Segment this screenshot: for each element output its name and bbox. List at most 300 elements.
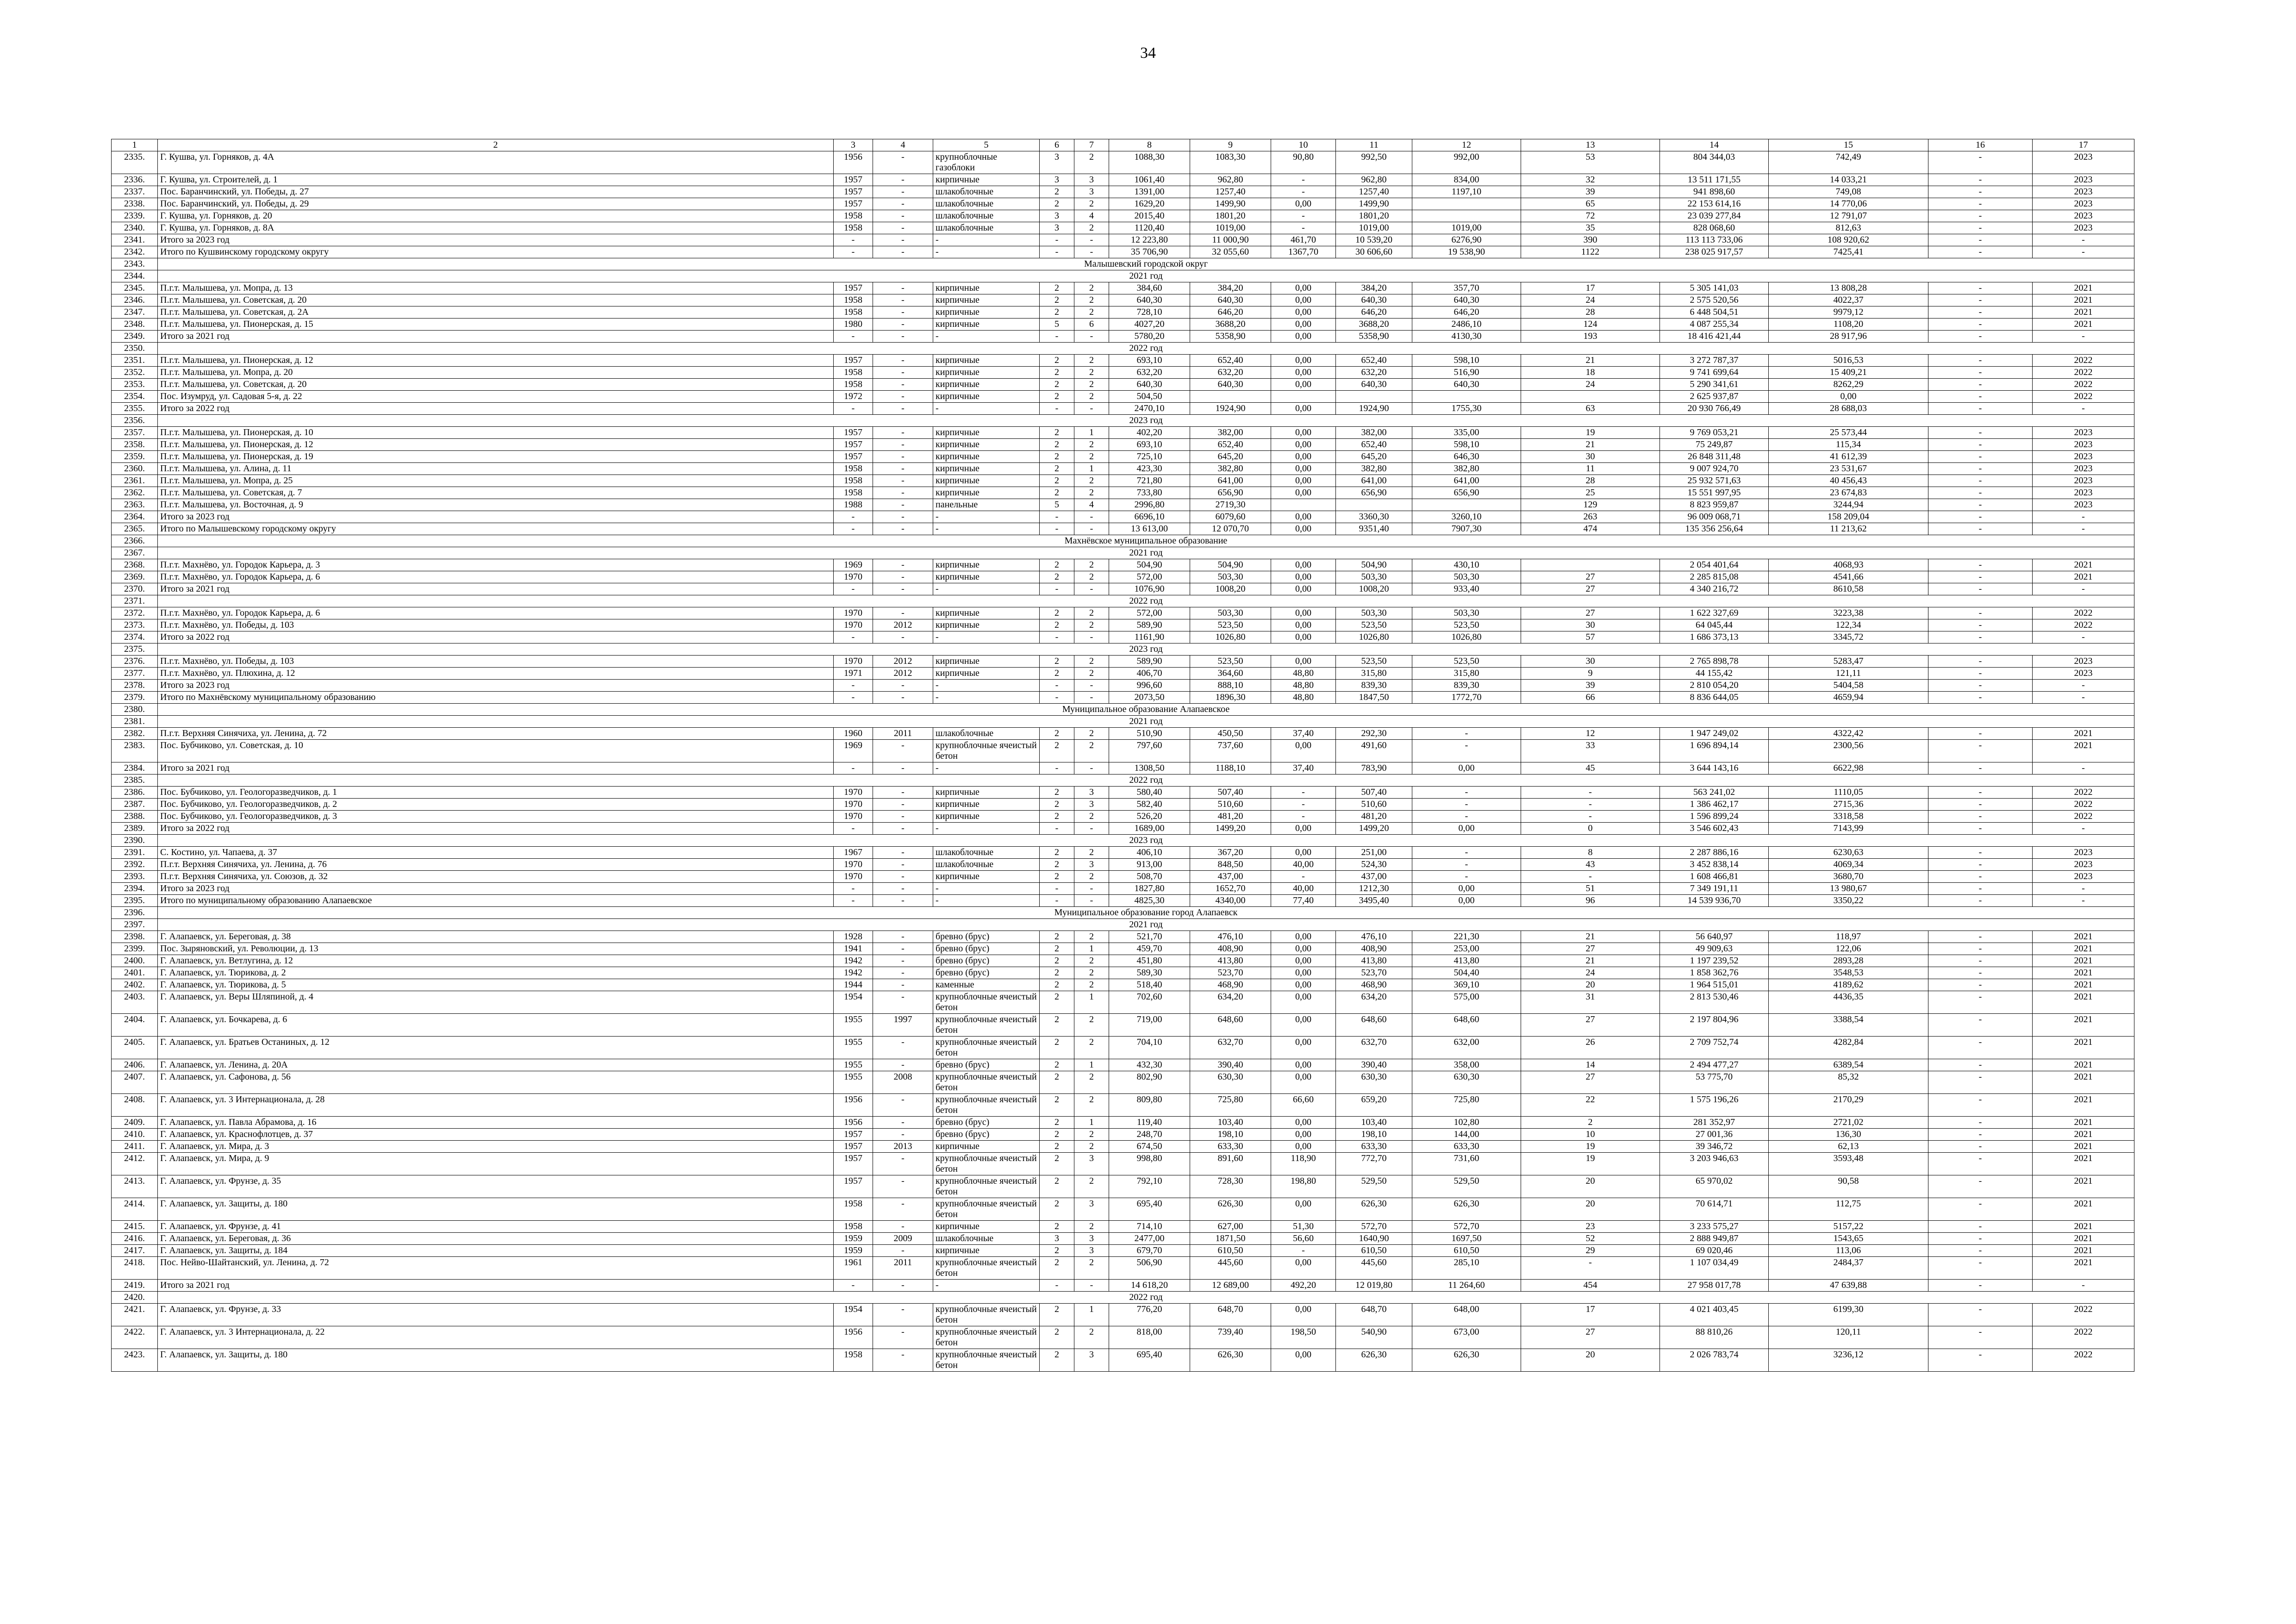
data-cell: - (2033, 523, 2134, 535)
address-cell: Пос. Бубчиково, ул. Геологоразведчиков, д. 1 (158, 787, 834, 799)
address-cell: П.г.т. Махнёво, ул. Победы, д. 103 (158, 619, 834, 631)
data-cell: 728,30 (1190, 1175, 1271, 1198)
data-cell: кирпичные (933, 607, 1040, 619)
data-cell: 4541,66 (1769, 571, 1928, 583)
data-cell: - (1074, 680, 1109, 692)
data-cell: 2 (1074, 1257, 1109, 1280)
data-cell: 582,40 (1109, 799, 1190, 811)
data-cell: 506,90 (1109, 1257, 1190, 1280)
data-cell: - (873, 198, 933, 210)
data-cell: - (1040, 246, 1074, 258)
data-cell: 1957 (834, 186, 873, 198)
address-cell: П.г.т. Малышева, ул. Пионерская, д. 19 (158, 451, 834, 463)
data-cell: - (2033, 823, 2134, 835)
data-cell: 7143,99 (1769, 823, 1928, 835)
data-cell: 818,00 (1109, 1326, 1190, 1349)
table-row (112, 883, 2134, 895)
address-cell: Г. Алапаевск, ул. Краснофлотцев, д. 37 (158, 1129, 834, 1141)
data-cell: 3388,54 (1769, 1014, 1928, 1037)
data-cell: - (1040, 234, 1074, 246)
data-cell: 674,50 (1109, 1141, 1190, 1153)
data-cell: - (1928, 583, 2033, 595)
data-cell: 285,10 (1412, 1257, 1521, 1280)
data-cell: 2008 (873, 1071, 933, 1094)
data-cell: 1958 (834, 379, 873, 391)
data-cell: 2 (1074, 656, 1109, 668)
data-cell: 640,30 (1336, 294, 1412, 306)
data-cell: 4322,42 (1769, 728, 1928, 740)
table-row (112, 931, 2134, 943)
data-cell: 2486,10 (1412, 319, 1521, 331)
data-cell: 39 (1521, 680, 1660, 692)
data-cell: 2022 (2033, 799, 2134, 811)
data-cell: 648,60 (1336, 1014, 1412, 1037)
data-cell: - (1074, 692, 1109, 704)
data-cell: 1257,40 (1190, 186, 1271, 198)
row-number-cell: 2405. (112, 1037, 158, 1059)
data-cell: бревно (брус) (933, 931, 1040, 943)
address-cell: Г. Алапаевск, ул. Береговая, д. 38 (158, 931, 834, 943)
data-cell: - (2033, 331, 2134, 343)
row-number-cell: 2350. (112, 343, 158, 355)
data-cell: 0,00 (1271, 656, 1336, 668)
data-cell: 503,30 (1336, 571, 1412, 583)
table-row (112, 811, 2134, 823)
section-row (112, 343, 2134, 355)
row-number-cell: 2407. (112, 1071, 158, 1094)
data-cell: 1 (1074, 991, 1109, 1014)
row-number-cell: 2378. (112, 680, 158, 692)
data-cell: - (1928, 427, 2033, 439)
data-cell: 103,40 (1336, 1117, 1412, 1129)
data-cell: 2021 (2033, 955, 2134, 967)
table-row (112, 234, 2134, 246)
data-cell: 2021 (2033, 1094, 2134, 1117)
data-cell: 7907,30 (1412, 523, 1521, 535)
data-cell: 238 025 917,57 (1660, 246, 1769, 258)
data-cell: - (873, 439, 933, 451)
data-cell: - (873, 427, 933, 439)
data-cell: 40,00 (1271, 883, 1336, 895)
data-cell: - (1074, 523, 1109, 535)
row-number-cell: 2377. (112, 668, 158, 680)
address-cell: П.г.т. Махнёво, ул. Городок Карьера, д. 3 (158, 559, 834, 571)
table-row (112, 728, 2134, 740)
row-number-cell: 2386. (112, 787, 158, 799)
row-number-cell: 2382. (112, 728, 158, 740)
data-cell: - (873, 799, 933, 811)
table-row (112, 511, 2134, 523)
data-cell: - (873, 355, 933, 367)
data-cell: 2023 (2033, 210, 2134, 222)
data-cell: - (1928, 656, 2033, 668)
data-cell: 5157,22 (1769, 1221, 1928, 1233)
data-cell: 2023 (2033, 427, 2134, 439)
data-cell: 402,20 (1109, 427, 1190, 439)
data-cell: кирпичные (933, 619, 1040, 631)
data-cell: 1971 (834, 668, 873, 680)
data-cell: 1 (1074, 463, 1109, 475)
data-cell: 2023 (2033, 668, 2134, 680)
row-number-cell: 2338. (112, 198, 158, 210)
address-cell: Итого за 2021 год (158, 583, 834, 595)
data-cell: - (873, 1304, 933, 1326)
data-cell: 2022 (2033, 607, 2134, 619)
data-cell: 69 020,46 (1660, 1245, 1769, 1257)
data-cell: 364,60 (1190, 668, 1271, 680)
data-cell: - (1928, 319, 2033, 331)
address-cell: Г. Алапаевск, ул. Фрунзе, д. 41 (158, 1221, 834, 1233)
data-cell: 2 (1040, 1245, 1074, 1257)
data-cell: 503,30 (1190, 607, 1271, 619)
data-cell: - (1928, 859, 2033, 871)
data-cell: шлакоблочные (933, 186, 1040, 198)
data-cell: 2 (1040, 487, 1074, 499)
data-cell: - (1928, 979, 2033, 991)
data-cell: - (873, 210, 933, 222)
data-cell: 1083,30 (1190, 151, 1271, 174)
data-cell: 2996,80 (1109, 499, 1190, 511)
row-number-cell: 2374. (112, 631, 158, 643)
data-cell: 49 909,63 (1660, 943, 1769, 955)
data-cell: 725,80 (1412, 1094, 1521, 1117)
data-cell: 4659,94 (1769, 692, 1928, 704)
data-cell: 839,30 (1336, 680, 1412, 692)
data-cell: 2022 (2033, 379, 2134, 391)
data-cell: 2 (1521, 1117, 1660, 1129)
data-cell: 992,00 (1412, 151, 1521, 174)
data-cell: - (1928, 391, 2033, 403)
data-cell: 1957 (834, 1175, 873, 1198)
table-row (112, 1141, 2134, 1153)
data-cell: 66,60 (1271, 1094, 1336, 1117)
data-cell: - (1928, 306, 2033, 319)
data-cell: - (873, 319, 933, 331)
data-cell: 1 696 894,14 (1660, 740, 1769, 762)
data-cell: 0,00 (1271, 355, 1336, 367)
data-cell: 37,40 (1271, 762, 1336, 775)
data-cell: 25 (1521, 487, 1660, 499)
data-cell: - (1412, 799, 1521, 811)
data-cell: 2021 (2033, 559, 2134, 571)
data-cell: 2022 (2033, 1326, 2134, 1349)
data-cell: 9979,12 (1769, 306, 1928, 319)
table-row (112, 668, 2134, 680)
data-cell: 523,50 (1412, 619, 1521, 631)
data-cell: - (873, 1326, 933, 1349)
data-cell: - (873, 895, 933, 907)
data-cell: 1956 (834, 1094, 873, 1117)
data-cell: 476,10 (1336, 931, 1412, 943)
table-row (112, 391, 2134, 403)
address-cell: Итого за 2023 год (158, 511, 834, 523)
data-cell: 119,40 (1109, 1117, 1190, 1129)
data-cell: 2 (1074, 619, 1109, 631)
address-cell: Итого за 2022 год (158, 631, 834, 643)
data-cell: 848,50 (1190, 859, 1271, 871)
data-cell: 77,40 (1271, 895, 1336, 907)
column-number-cell: 5 (933, 139, 1040, 151)
data-cell: 3593,48 (1769, 1153, 1928, 1175)
data-cell: 0,00 (1271, 487, 1336, 499)
data-cell: 2477,00 (1109, 1233, 1190, 1245)
data-cell: 64 045,44 (1660, 619, 1769, 631)
data-cell: 742,49 (1769, 151, 1928, 174)
data-cell: - (1928, 1153, 2033, 1175)
data-cell: 5 (1040, 499, 1074, 511)
data-cell: 31 (1521, 991, 1660, 1014)
data-cell: 136,30 (1769, 1129, 1928, 1141)
data-cell: - (1928, 463, 2033, 475)
data-cell: - (1074, 246, 1109, 258)
data-cell: 632,20 (1109, 367, 1190, 379)
data-cell: 2023 (2033, 656, 2134, 668)
data-cell: 481,20 (1190, 811, 1271, 823)
data-cell: 2 (1040, 1141, 1074, 1153)
data-cell: 1961 (834, 1257, 873, 1280)
data-cell: 1980 (834, 319, 873, 331)
data-cell: 2 (1074, 451, 1109, 463)
data-cell: 10 539,20 (1336, 234, 1412, 246)
data-cell: 1988 (834, 499, 873, 511)
data-cell: - (2033, 1280, 2134, 1292)
data-cell: 4 021 403,45 (1660, 1304, 1769, 1326)
data-cell: 44 155,42 (1660, 668, 1769, 680)
data-cell: 8610,58 (1769, 583, 1928, 595)
data-cell: 2021 (2033, 1129, 2134, 1141)
data-cell: - (933, 680, 1040, 692)
data-cell: - (1928, 1141, 2033, 1153)
row-number-cell: 2410. (112, 1129, 158, 1141)
data-cell: 2021 (2033, 967, 2134, 979)
data-cell: 2021 (2033, 1037, 2134, 1059)
data-cell: 933,40 (1412, 583, 1521, 595)
data-cell: - (1928, 487, 2033, 499)
data-cell: - (2033, 883, 2134, 895)
address-cell: П.г.т. Верхняя Синячиха, ул. Ленина, д. 76 (158, 859, 834, 871)
data-cell: 1970 (834, 871, 873, 883)
address-cell: П.г.т. Малышева, ул. Советская, д. 2А (158, 306, 834, 319)
data-cell: 6 (1074, 319, 1109, 331)
data-cell: 1960 (834, 728, 873, 740)
data-cell: 450,50 (1190, 728, 1271, 740)
data-cell: 96 (1521, 895, 1660, 907)
data-cell: 5 305 141,03 (1660, 282, 1769, 294)
data-cell: - (1928, 559, 2033, 571)
data-cell: - (1412, 847, 1521, 859)
data-cell (1271, 391, 1336, 403)
data-cell: 5283,47 (1769, 656, 1928, 668)
data-cell: 1772,70 (1412, 692, 1521, 704)
data-cell: 384,20 (1190, 282, 1271, 294)
row-number-cell: 2358. (112, 439, 158, 451)
data-cell: 445,60 (1336, 1257, 1412, 1280)
section-title-cell: 2021 год (158, 919, 2134, 931)
data-cell: - (2033, 234, 2134, 246)
data-cell: - (933, 692, 1040, 704)
data-cell: 3680,70 (1769, 871, 1928, 883)
data-cell: 2021 (2033, 319, 2134, 331)
data-cell: 2021 (2033, 1059, 2134, 1071)
row-number-cell: 2342. (112, 246, 158, 258)
data-cell: 1944 (834, 979, 873, 991)
data-cell: 27 (1521, 571, 1660, 583)
section-title-cell: 2023 год (158, 835, 2134, 847)
data-cell: 1308,50 (1109, 762, 1190, 775)
data-cell: 2023 (2033, 198, 2134, 210)
data-cell: кирпичные (933, 559, 1040, 571)
data-cell: 1941 (834, 943, 873, 955)
data-cell: 6079,60 (1190, 511, 1271, 523)
data-cell: - (873, 1245, 933, 1257)
data-cell: 41 612,39 (1769, 451, 1928, 463)
data-cell: 1640,90 (1336, 1233, 1412, 1245)
data-cell: 115,34 (1769, 439, 1928, 451)
data-cell: 1 608 466,81 (1660, 871, 1769, 883)
data-cell: 2 709 752,74 (1660, 1037, 1769, 1059)
data-cell: 2 (1040, 668, 1074, 680)
data-cell: 2 (1040, 306, 1074, 319)
data-cell: 508,70 (1109, 871, 1190, 883)
row-number-cell: 2399. (112, 943, 158, 955)
row-number-cell: 2336. (112, 174, 158, 186)
data-cell: 2023 (2033, 174, 2134, 186)
data-cell: - (1040, 1280, 1074, 1292)
data-cell: 2009 (873, 1233, 933, 1245)
data-cell: - (1928, 1349, 2033, 1372)
data-cell: 1958 (834, 1198, 873, 1221)
data-cell: - (2033, 511, 2134, 523)
data-cell: кирпичные (933, 319, 1040, 331)
data-cell: - (873, 811, 933, 823)
data-cell: - (1040, 403, 1074, 415)
row-number-cell: 2417. (112, 1245, 158, 1257)
data-cell: 85,32 (1769, 1071, 1928, 1094)
data-cell: - (1928, 871, 2033, 883)
data-cell: - (2033, 895, 2134, 907)
data-cell: 2 (1074, 607, 1109, 619)
data-cell: 648,00 (1412, 1304, 1521, 1326)
data-cell: 24 (1521, 967, 1660, 979)
data-cell: 1120,40 (1109, 222, 1190, 234)
table-row (112, 847, 2134, 859)
data-cell: 26 848 311,48 (1660, 451, 1769, 463)
row-number-cell: 2351. (112, 355, 158, 367)
table-row (112, 1129, 2134, 1141)
data-cell: - (1928, 823, 2033, 835)
data-cell: 384,60 (1109, 282, 1190, 294)
data-cell: 2022 (2033, 355, 2134, 367)
column-number-cell: 3 (834, 139, 873, 151)
data-cell: 572,00 (1109, 607, 1190, 619)
data-cell: 1954 (834, 1304, 873, 1326)
data-cell: 2 (1040, 294, 1074, 306)
data-cell: 1958 (834, 306, 873, 319)
data-cell: 2022 (2033, 787, 2134, 799)
row-number-cell: 2339. (112, 210, 158, 222)
data-cell: 632,20 (1336, 367, 1412, 379)
row-number-cell: 2373. (112, 619, 158, 631)
data-cell: - (873, 487, 933, 499)
data-cell: 524,30 (1336, 859, 1412, 871)
data-cell: - (1928, 1326, 2033, 1349)
row-number-cell: 2337. (112, 186, 158, 198)
data-cell: 9 769 053,21 (1660, 427, 1769, 439)
data-cell: 3 (1074, 174, 1109, 186)
row-number-cell: 2363. (112, 499, 158, 511)
data-cell: шлакоблочные (933, 847, 1040, 859)
data-cell: 2 575 520,56 (1660, 294, 1769, 306)
data-cell: 2 (1074, 282, 1109, 294)
data-cell: 646,30 (1412, 451, 1521, 463)
data-cell: - (1928, 1304, 2033, 1326)
table-row (112, 823, 2134, 835)
data-cell: 3 (1040, 222, 1074, 234)
data-cell: 504,90 (1190, 559, 1271, 571)
data-cell: - (1928, 847, 2033, 859)
table-row (112, 1198, 2134, 1221)
data-cell: 0,00 (1271, 294, 1336, 306)
data-cell: 792,10 (1109, 1175, 1190, 1198)
row-number-cell: 2400. (112, 955, 158, 967)
data-cell: - (1271, 871, 1336, 883)
data-cell: 459,70 (1109, 943, 1190, 955)
data-cell: 1954 (834, 991, 873, 1014)
data-cell: - (933, 583, 1040, 595)
data-cell: 640,30 (1190, 294, 1271, 306)
data-cell: 1 (1074, 943, 1109, 955)
table-row (112, 1221, 2134, 1233)
address-cell: Итого по Махнёвскому муниципальному образованию (158, 692, 834, 704)
data-cell: 693,10 (1109, 439, 1190, 451)
data-cell: - (933, 246, 1040, 258)
data-cell: крупноблочные ячеистый бетон (933, 1014, 1040, 1037)
table-row (112, 246, 2134, 258)
data-cell: - (1928, 1221, 2033, 1233)
data-cell: шлакоблочные (933, 198, 1040, 210)
section-row (112, 716, 2134, 728)
data-cell: 451,80 (1109, 955, 1190, 967)
address-cell: Г. Кушва, ул. Горняков, д. 20 (158, 210, 834, 222)
data-cell: крупноблочные ячеистый бетон (933, 1304, 1040, 1326)
data-cell: 0,00 (1412, 895, 1521, 907)
data-cell: кирпичные (933, 355, 1040, 367)
data-cell: - (1928, 499, 2033, 511)
data-cell: 253,00 (1412, 943, 1521, 955)
data-cell: 21 (1521, 931, 1660, 943)
data-cell: 430,10 (1412, 559, 1521, 571)
data-cell: 11 213,62 (1769, 523, 1928, 535)
address-cell: Г. Алапаевск, ул. Фрунзе, д. 35 (158, 1175, 834, 1198)
row-number-cell: 2404. (112, 1014, 158, 1037)
data-cell: 221,30 (1412, 931, 1521, 943)
data-cell: - (1040, 583, 1074, 595)
row-number-cell: 2403. (112, 991, 158, 1014)
data-cell: 3350,22 (1769, 895, 1928, 907)
data-cell: - (873, 607, 933, 619)
data-cell: 122,34 (1769, 619, 1928, 631)
data-cell: 802,90 (1109, 1071, 1190, 1094)
data-cell: - (1074, 823, 1109, 835)
data-cell: 4068,93 (1769, 559, 1928, 571)
data-cell: 382,80 (1412, 463, 1521, 475)
data-cell: - (933, 823, 1040, 835)
data-cell: - (1040, 680, 1074, 692)
data-cell: 504,90 (1336, 559, 1412, 571)
data-cell: 632,00 (1412, 1037, 1521, 1059)
data-cell: 2021 (2033, 306, 2134, 319)
data-cell: 24 (1521, 294, 1660, 306)
